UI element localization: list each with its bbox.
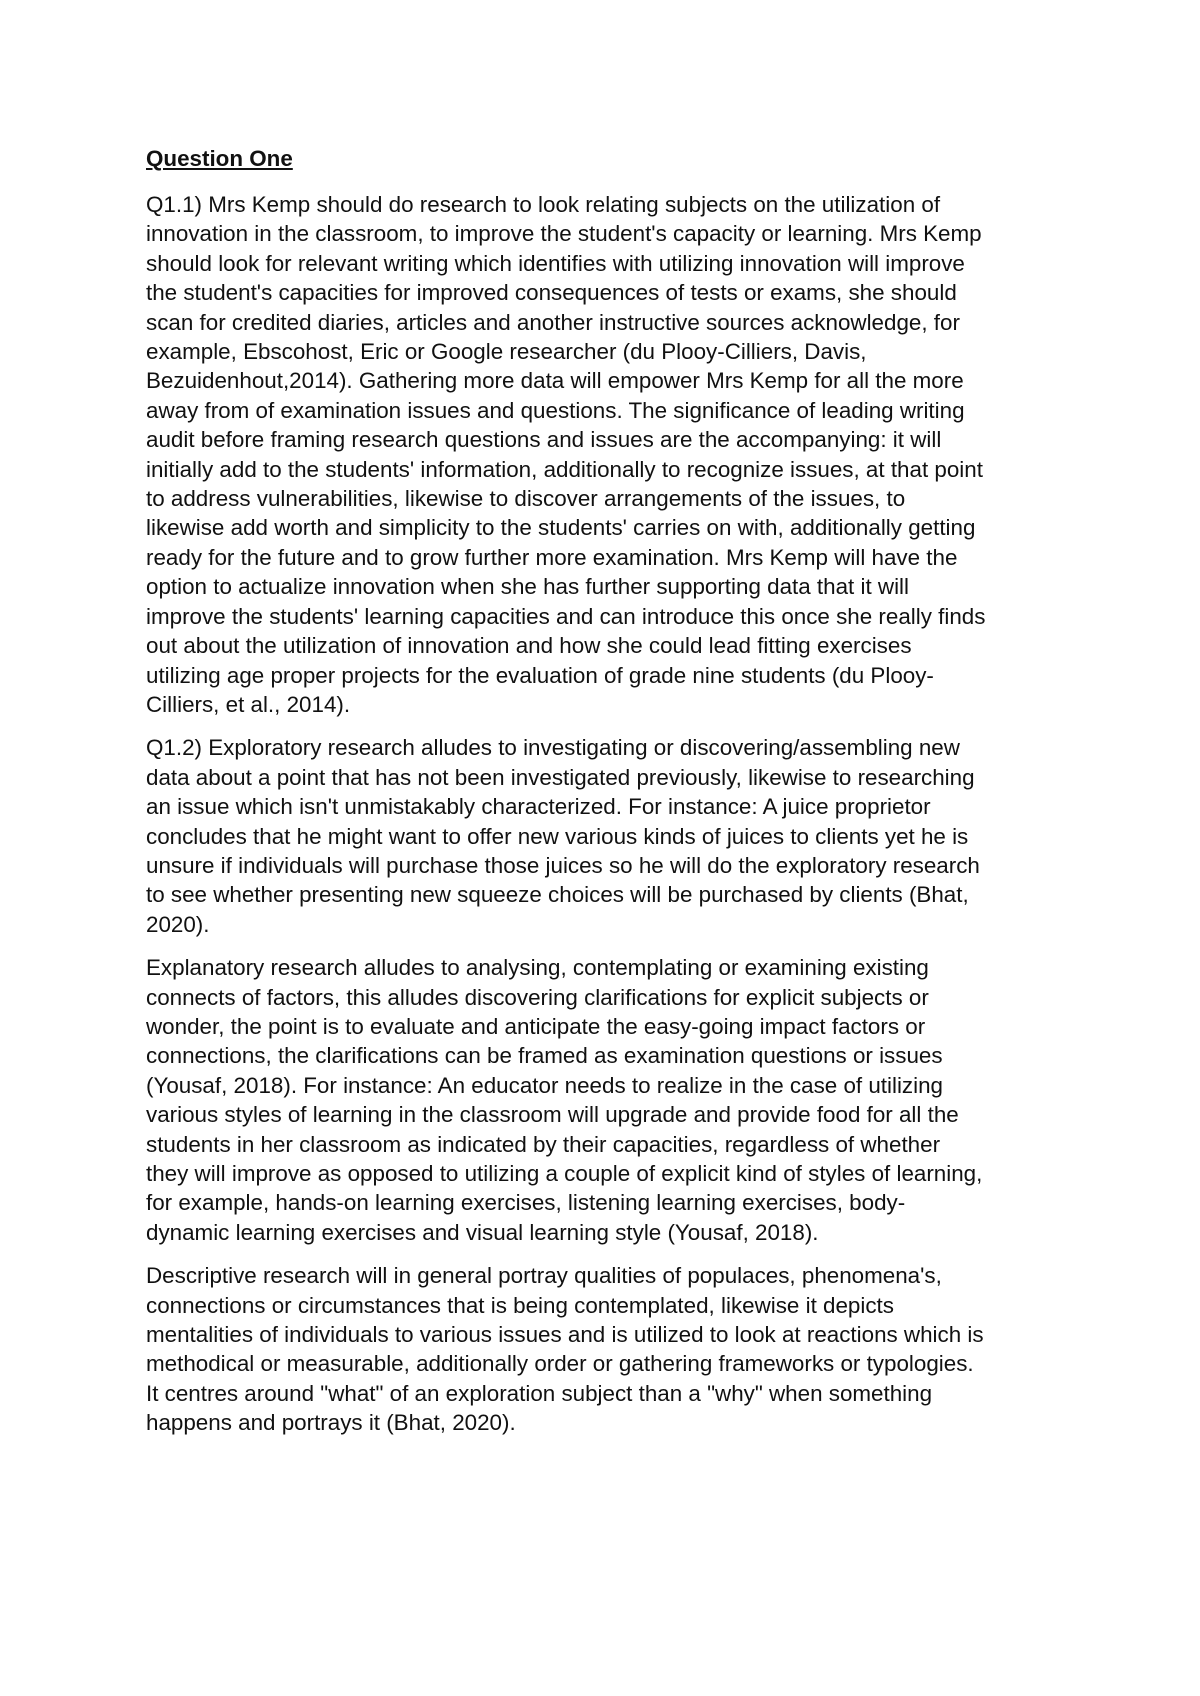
paragraph-line: away from of examination issues and questions. The significance of leading writing xyxy=(146,397,965,423)
paragraph-line: audit before framing research questions and issues are the accompanying: it will xyxy=(146,427,942,453)
paragraph-line: mentalities of individuals to various issues and is utilized to look at reactions which is xyxy=(146,1322,984,1348)
paragraph-line: to address vulnerabilities, likewise to discover arrangements of the issues, to xyxy=(146,486,906,512)
paragraph xyxy=(146,190,1066,719)
paragraph-line: data about a point that has not been investigated previously, likewise to researching xyxy=(146,764,975,790)
paragraph-line: Descriptive research will in general portray qualities of populaces, phenomena's, xyxy=(146,1263,942,1289)
paragraph-line: an issue which isn't unmistakably characterized. For instance: A juice proprietor xyxy=(146,794,931,820)
paragraph-line: connections, the clarifications can be framed as examination questions or issues xyxy=(146,1043,943,1069)
paragraph-line: wonder, the point is to evaluate and anticipate the easy-going impact factors or xyxy=(146,1013,926,1039)
paragraph-line: the student's capacities for improved consequences of tests or exams, she should xyxy=(146,280,957,306)
paragraph-line: ready for the future and to grow further more examination. Mrs Kemp will have the xyxy=(146,544,958,570)
paragraph-line: unsure if individuals will purchase those juices so he will do the exploratory research xyxy=(146,852,980,878)
paragraph-line: It centres around "what" of an exploration subject than a "why" when something xyxy=(146,1380,933,1406)
document-body xyxy=(146,144,1066,1452)
paragraph-line: example, Ebscohost, Eric or Google researcher (du Plooy-Cilliers, Davis, xyxy=(146,339,867,365)
section-heading: Question One xyxy=(146,146,293,171)
paragraph-line: happens and portrays it (Bhat, 2020). xyxy=(146,1410,516,1436)
paragraph-line: they will improve as opposed to utilizing a couple of explicit kind of styles of learning, xyxy=(146,1161,983,1186)
paragraph-line: concludes that he might want to offer new various kinds of juices to clients yet he is xyxy=(146,823,969,849)
paragraph-line: Q1.2) Exploratory research alludes to investigating or discovering/assembling new xyxy=(146,735,960,761)
paragraph-line: connects of factors, this alludes discovering clarifications for explicit subjects or xyxy=(146,984,929,1010)
paragraph-line: out about the utilization of innovation and how she could lead fitting exercises xyxy=(146,633,912,659)
paragraph-line: dynamic learning exercises and visual learning style (Yousaf, 2018). xyxy=(146,1219,819,1245)
paragraph xyxy=(146,1261,1066,1437)
paragraph-line: improve the students' learning capacities and can introduce this once she really finds xyxy=(146,603,986,629)
paragraph xyxy=(146,953,1066,1247)
paragraph-line: initially add to the students' information, additionally to recognize issues, at that point xyxy=(146,456,983,482)
paragraph xyxy=(146,733,1066,939)
paragraph-line: students in her classroom as indicated by their capacities, regardless of whether xyxy=(146,1131,941,1157)
paragraph-line: (Yousaf, 2018). For instance: An educator needs to realize in the case of utilizing xyxy=(146,1072,944,1098)
paragraph-line: Explanatory research alludes to analysing, contemplating or examining existing xyxy=(146,955,929,981)
paragraph-line: Q1.1) Mrs Kemp should do research to look relating subjects on the utilization of xyxy=(146,192,941,217)
paragraph-line: Cilliers, et al., 2014). xyxy=(146,691,351,717)
paragraph-line: should look for relevant writing which identifies with utilizing innovation will improve xyxy=(146,250,965,276)
paragraph-line: likewise add worth and simplicity to the students' carries on with, additionally getting xyxy=(146,515,976,541)
paragraph-line: scan for credited diaries, articles and another instructive sources acknowledge, for xyxy=(146,309,960,335)
paragraph-line: utilizing age proper projects for the evaluation of grade nine students (du Plooy- xyxy=(146,662,934,688)
paragraph-list xyxy=(146,190,1066,1438)
paragraph-line: innovation in the classroom, to improve the student's capacity or learning. Mrs Kemp xyxy=(146,221,982,247)
paragraph-line: Bezuidenhout,2014). Gathering more data will empower Mrs Kemp for all the more xyxy=(146,368,964,394)
paragraph-line: 2020). xyxy=(146,911,210,937)
paragraph-line: for example, hands-on learning exercises, listening learning exercises, body- xyxy=(146,1190,906,1216)
paragraph-line: to see whether presenting new squeeze choices will be purchased by clients (Bhat, xyxy=(146,882,969,908)
paragraph-line: methodical or measurable, additionally order or gathering frameworks or typologies. xyxy=(146,1351,974,1377)
paragraph-line: connections or circumstances that is being contemplated, likewise it depicts xyxy=(146,1292,894,1318)
paragraph-line: various styles of learning in the classroom will upgrade and provide food for all the xyxy=(146,1102,959,1128)
paragraph-line: option to actualize innovation when she has further supporting data that it will xyxy=(146,574,909,600)
